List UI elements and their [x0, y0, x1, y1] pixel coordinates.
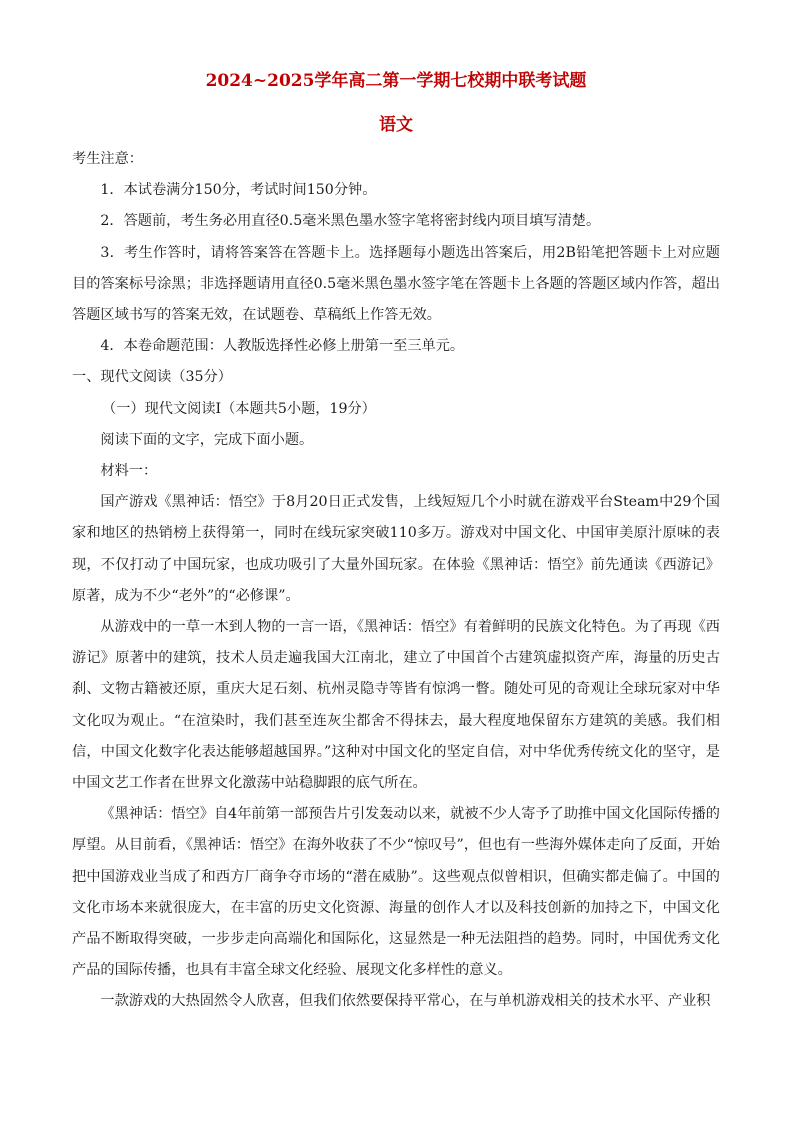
notice-heading: 考生注意：	[72, 151, 143, 167]
exam-body	[72, 144, 720, 1018]
notice-item-4: 4．本卷命题范围：人教版选择性必修上册第一至三单元。	[100, 338, 465, 355]
material-paragraph-2: 从游戏中的一草一木到人物的一言一语，《黑神话：悟空》有着鲜明的民族文化特色。为了再现《西游记》原著中的建筑，技术人员走遍我国大江南北，建立了中国首个古建筑虚拟资产库，海量的历史古刹、文物古籍被还原，重庆大足石刻、杭州灵隐寺等皆有惊鸿一瞥。随处可见的奇观让全球玩家对中华文化叹为观止。“在渲染时，我们甚至连灰尘都舍不得抹去，最大程度地保留东方建筑的美感。我们相信，中国文化数字化表达能够超越国界。”这种对中国文化的坚定自信，对中华优秀传统文化的坚守，是中国文艺工作者在世界文化激荡中站稳脚跟的底气所在。	[72, 619, 720, 792]
reading-instruction: 阅读下面的文字，完成下面小题。	[100, 431, 314, 448]
section-heading: 一、现代文阅读（35分）	[72, 369, 232, 386]
material-paragraph-1: 国产游戏《黑神话：悟空》于8月20日正式发售，上线短短几个小时就在游戏平台Steam中29个国家和地区的热销榜上获得第一，同时在线玩家突破110多万。游戏对中国文化、中国审美原汁原味的表现，不仅打动了中国玩家，也成功吸引了大量外国玩家。在体验《黑神话：悟空》前先通读《西游记》原著，成为不少“老外”的“必修课”。	[72, 494, 720, 604]
material-label: 材料一：	[100, 463, 158, 480]
exam-title: 2024~2025学年高二第一学期七校期中联考试题	[205, 71, 587, 91]
material-paragraph-4: 一款游戏的大热固然令人欣喜，但我们依然要保持平常心，在与单机游戏相关的技术水平、产业积	[100, 993, 711, 1010]
subject-title: 语文	[379, 115, 413, 135]
notice-item-2: 2．答题前，考生务必用直径0.5毫米黑色墨水签字笔将密封线内项目填写清楚。	[100, 213, 601, 230]
material-paragraph-3: 《黑神话：悟空》自4年前第一部预告片引发轰动以来，就被不少人寄予了助推中国文化国际传播的厚望。从目前看，《黑神话：悟空》在海外收获了不少“惊叹号”，但也有一些海外媒体走向了反面，开始把中国游戏业当成了和西方厂商争夺市场的“潜在威胁”。这些观点似曾相识，但确实都走偏了。中国的文化市场本来就很庞大，在丰富的历史文化资源、海量的创作人才以及科技创新的加持之下，中国文化产品不断取得突破，一步步走向高端化和国际化，这显然是一种无法阻挡的趋势。同时，中国优秀文化产品的国际传播，也具有丰富全球文化经验、展现文化多样性的意义。	[72, 806, 720, 979]
exam-page	[72, 66, 720, 1018]
notice-item-1: 1．本试卷满分150分，考试时间150分钟。	[100, 182, 377, 199]
section-subheading: （一）现代文阅读Ⅰ（本题共5小题，19分）	[102, 400, 376, 417]
notice-item-3: 3．考生作答时，请将答案答在答题卡上。选择题每小题选出答案后，用2B铅笔把答题卡上对应题目的答案标号涂黑；非选择题请用直径0.5毫米黑色墨水签字笔在答题卡上各题的答题区域内作答，超出答题区域书写的答案无效，在试题卷、草稿纸上作答无效。	[72, 244, 720, 324]
